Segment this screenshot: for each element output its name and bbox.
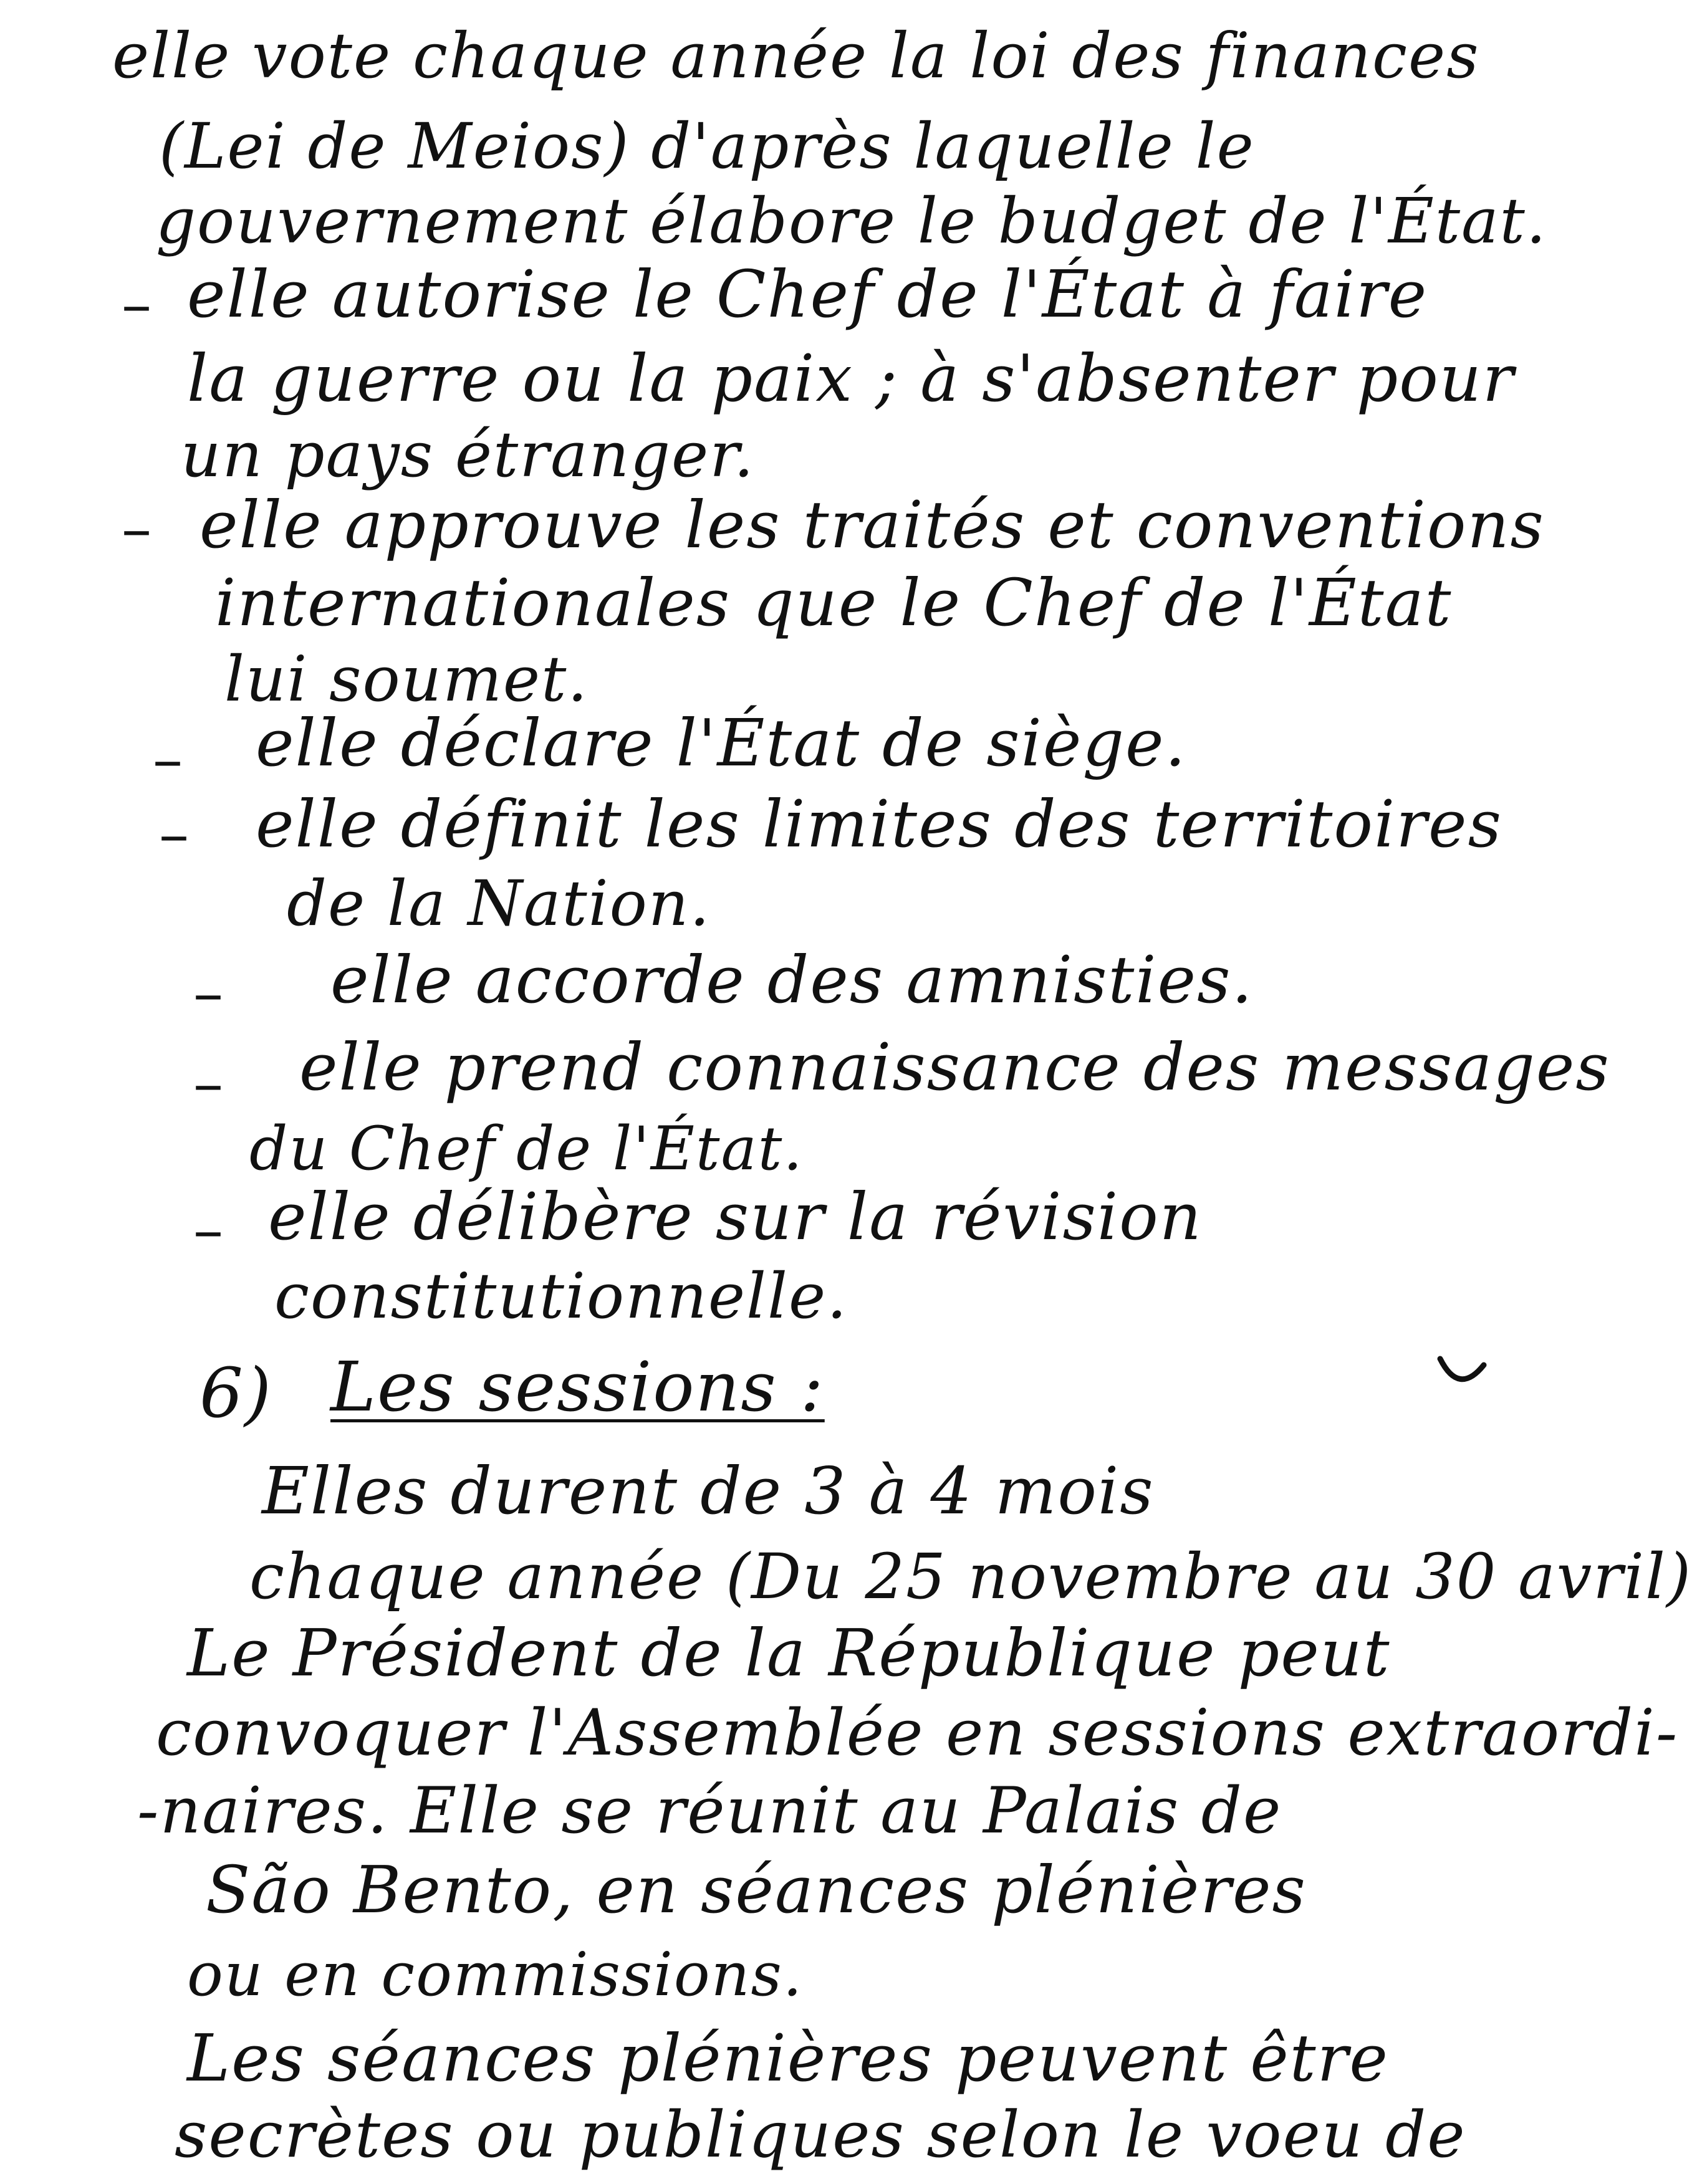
text-line: Elles durent de 3 à 4 mois <box>262 1453 1155 1529</box>
text-line: elle prend connaissance des messages <box>299 1029 1610 1105</box>
text-line: elle délibère sur la révision <box>268 1179 1203 1255</box>
text-line: un pays étranger. <box>181 418 755 491</box>
text-line: elle approuve les traités et conventions <box>199 487 1545 563</box>
text-line: ou en commissions. <box>187 1940 804 2009</box>
text-line: gouvernement élabore le budget de l'État. <box>156 184 1547 257</box>
text-line: Les séances plénières peuvent être <box>187 2020 1389 2096</box>
section-title: Les sessions : <box>330 1347 825 1427</box>
text-line: (Lei de Meios) d'après laquelle le <box>159 110 1255 183</box>
dash-bullet: – <box>159 799 189 869</box>
curve-mark-icon <box>1434 1353 1490 1396</box>
text-line: São Bento, en séances plénières <box>206 1852 1307 1928</box>
dash-bullet: – <box>122 494 151 563</box>
text-line: secrètes ou publiques selon le voeu de <box>175 2098 1466 2172</box>
dash-bullet: – <box>193 1195 223 1265</box>
dash-bullet: – <box>122 269 151 339</box>
text-line: du Chef de l'État. <box>249 1114 804 1184</box>
text-line: elle vote chaque année la loi des finances <box>112 19 1480 92</box>
text-line: elle déclare l'État de siège. <box>256 705 1187 781</box>
text-line: lui soumet. <box>224 643 589 716</box>
dash-bullet: – <box>193 1048 223 1118</box>
dash-bullet: – <box>193 958 223 1028</box>
text-line: chaque année (Du 25 novembre au 30 avril) <box>249 1540 1692 1613</box>
dash-bullet: – <box>153 724 183 794</box>
text-line: elle définit les limites des territoires <box>256 786 1502 862</box>
text-line: constitutionnelle. <box>274 1260 848 1333</box>
text-line: internationales que le Chef de l'État <box>215 565 1453 641</box>
text-line: la guerre ou la paix ; à s'absenter pour <box>187 340 1515 416</box>
text-line: convoquer l'Assemblée en sessions extraordi- <box>156 1696 1679 1770</box>
section-number: 6) <box>199 1353 272 1433</box>
text-line: elle accorde des amnisties. <box>330 942 1254 1018</box>
text-line: elle autorise le Chef de l'État à faire <box>187 256 1428 332</box>
text-line: -naires. Elle se réunit au Palais de <box>137 1774 1282 1848</box>
text-line: de la Nation. <box>287 867 711 940</box>
text-line: Le Président de la République peut <box>187 1615 1391 1691</box>
